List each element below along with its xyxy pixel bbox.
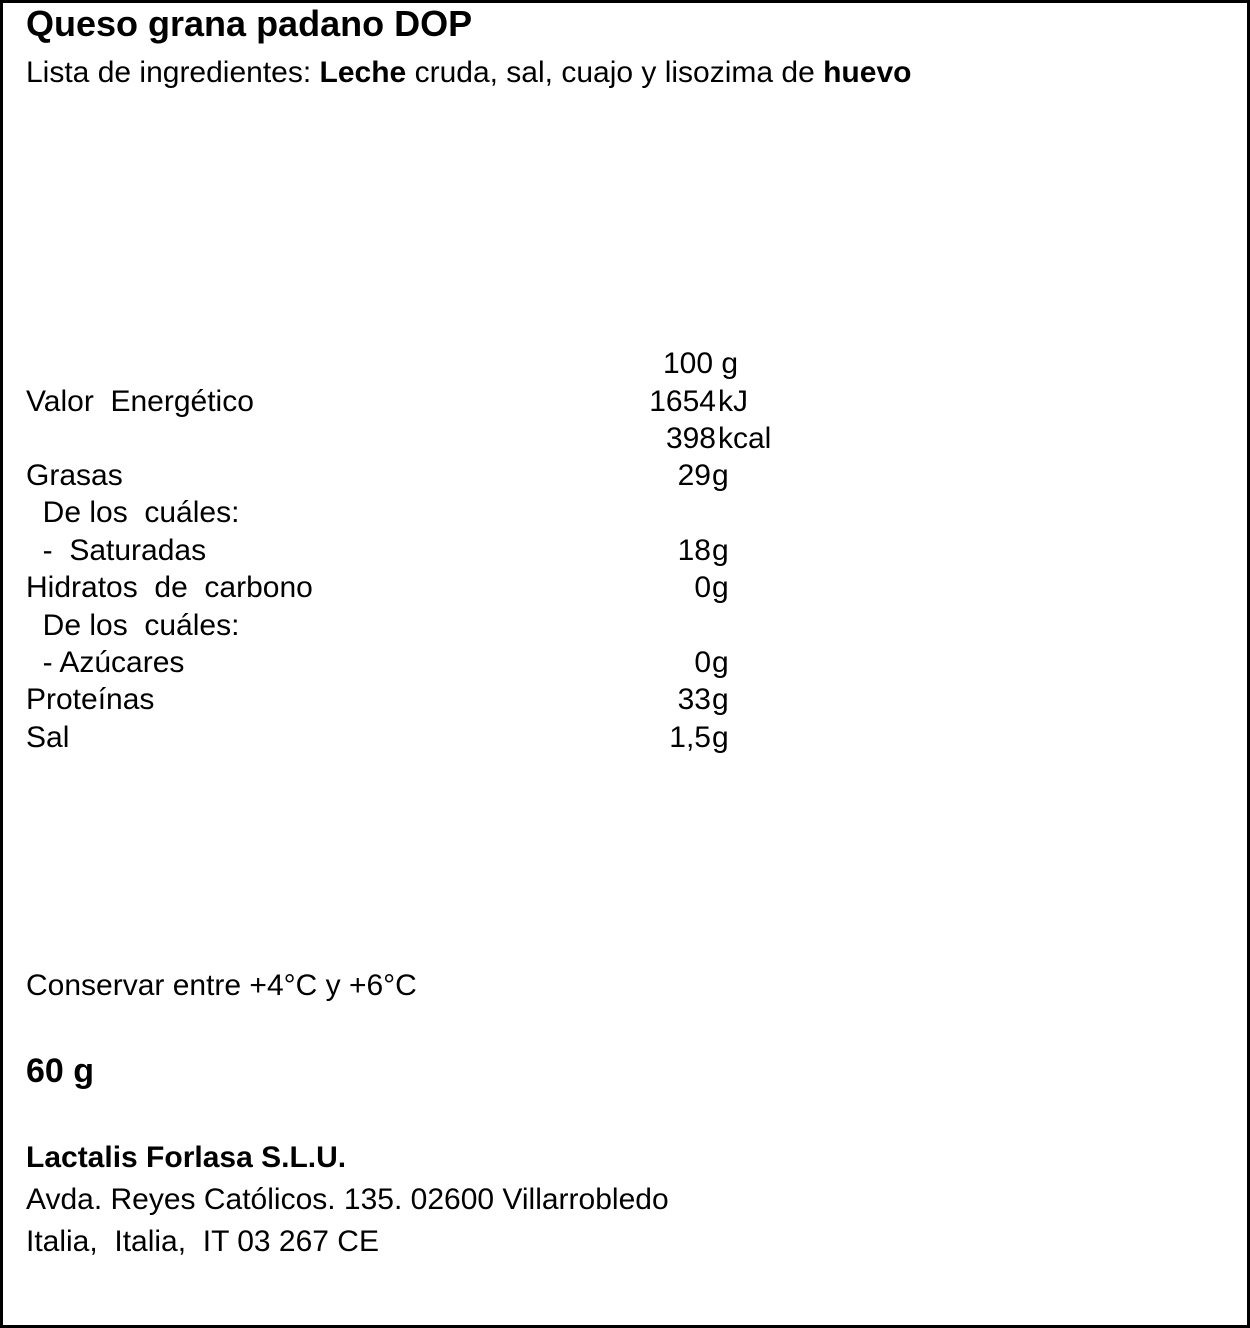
energy-kcal-value: 398 (665, 422, 716, 455)
origin-code: Italia, Italia, IT 03 267 CE (26, 1225, 379, 1258)
energy-kcal-unit: kcal (718, 422, 772, 455)
ingredients-rest: cruda, sal, cuajo y lisozima de (406, 56, 824, 89)
energy-kj-value: 1654 (649, 385, 716, 418)
nutrient-value: 0 (694, 571, 711, 604)
nutrient-value: 29 (677, 459, 711, 492)
nutrient-value: 0 (694, 646, 711, 679)
ingredients-list (26, 58, 911, 88)
nutrient-label: Grasas (26, 459, 123, 492)
nutrient-label: Proteínas (26, 683, 155, 716)
nutrient-unit: g (712, 571, 729, 604)
ingredients-prefix: Lista de ingredientes: (26, 56, 320, 89)
nutrient-unit: g (712, 683, 729, 716)
nutrient-label: - Saturadas (26, 534, 207, 567)
allergen-egg: huevo (823, 56, 912, 89)
nutrient-value: 33 (677, 683, 711, 716)
net-weight: 60 g (26, 1052, 95, 1090)
storage-instructions: Conservar entre +4°C y +6°C (26, 969, 417, 1002)
product-title: Queso grana padano DOP (26, 3, 473, 44)
nutrient-unit: g (712, 534, 729, 567)
company-address: Avda. Reyes Católicos. 135. 02600 Villarrobledo (26, 1183, 669, 1216)
energy-kj-unit: kJ (718, 385, 748, 418)
energy-label: Valor Energético (26, 385, 254, 418)
nutrient-unit: g (712, 721, 729, 754)
allergen-milk: Leche (319, 56, 407, 89)
nutrient-value: 18 (677, 534, 711, 567)
nutrient-value: 1,5 (669, 721, 711, 754)
nutrient-label: De los cuáles: (26, 496, 240, 529)
company-name: Lactalis Forlasa S.L.U. (26, 1141, 347, 1174)
nutrient-label: De los cuáles: (26, 609, 240, 642)
nutrient-unit: g (712, 646, 729, 679)
nutrition-header: 100 g (663, 347, 739, 380)
nutrient-label: Sal (26, 721, 70, 754)
nutrient-label: Hidratos de carbono (26, 571, 313, 604)
nutrient-unit: g (712, 459, 729, 492)
nutrient-label: - Azúcares (26, 646, 185, 679)
